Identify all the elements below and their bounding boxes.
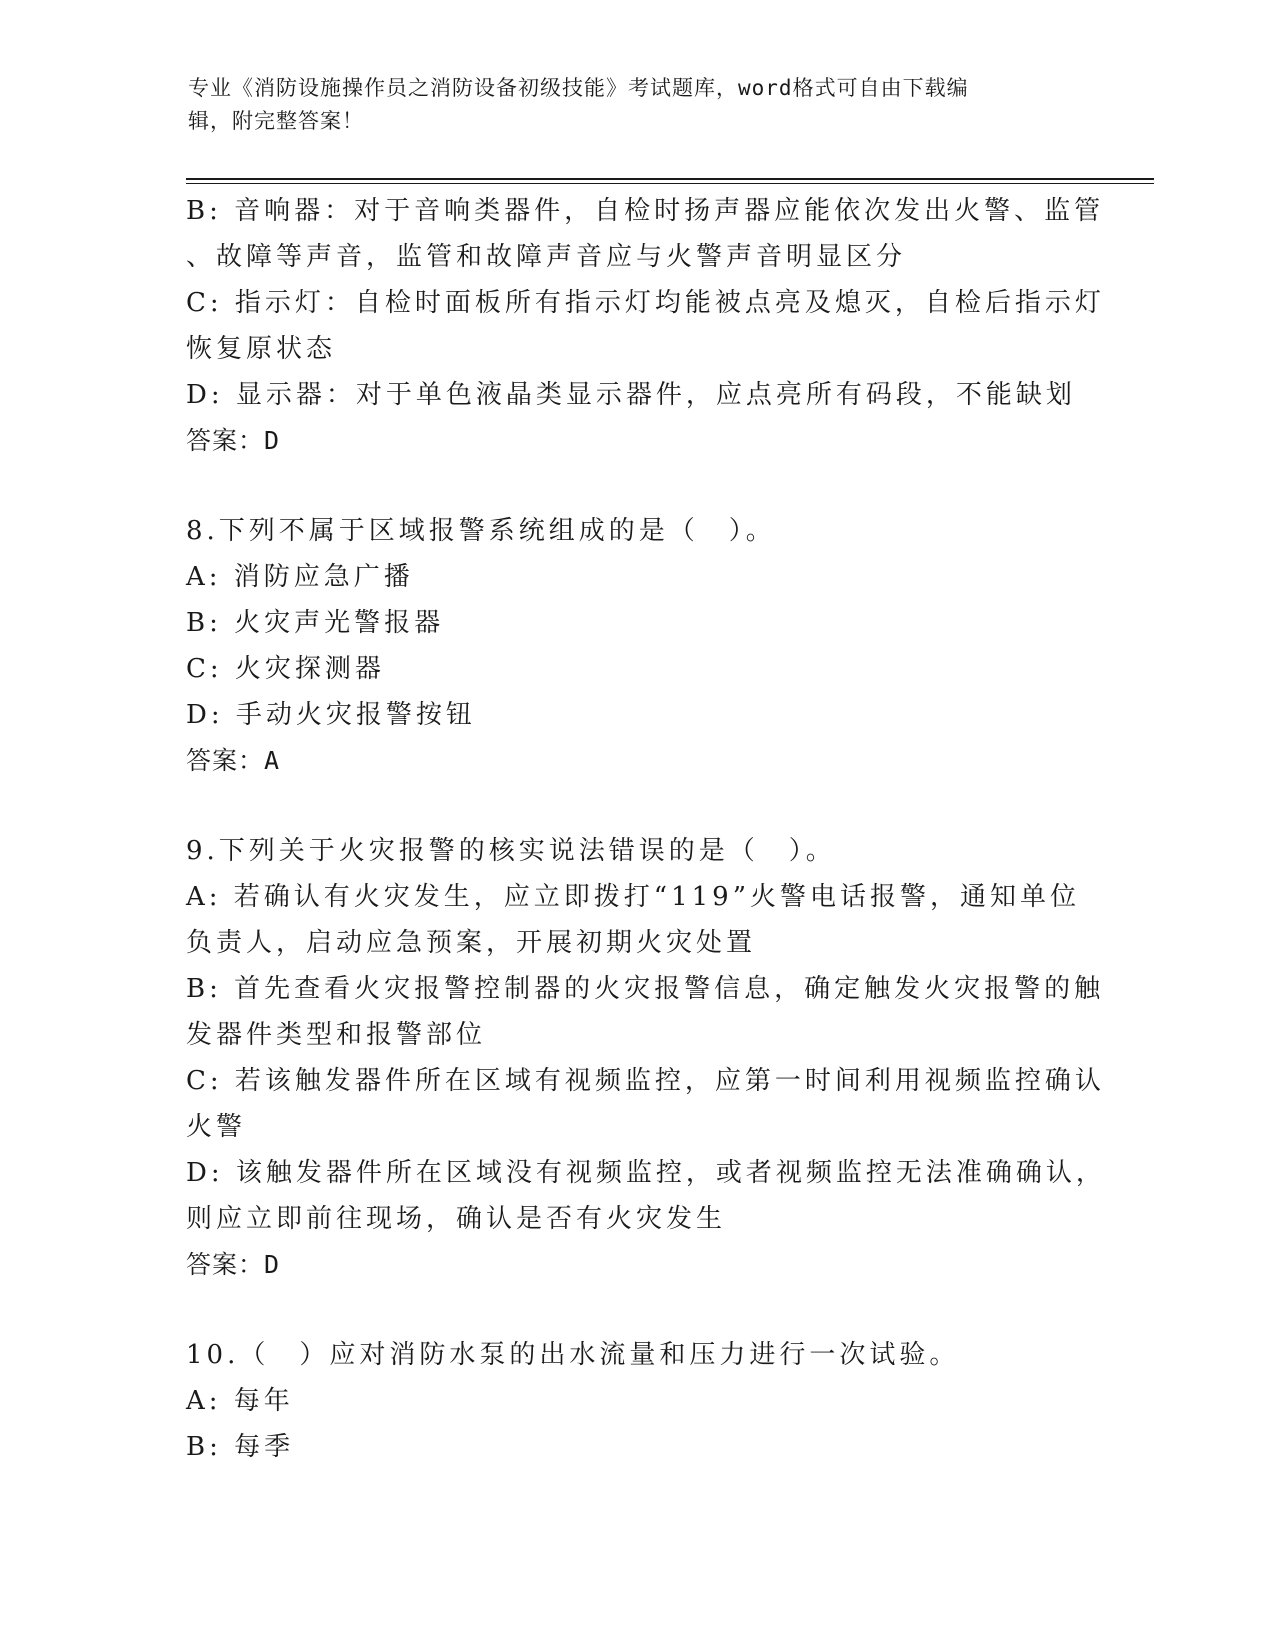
header-line-2: 辑，附完整答案！: [188, 109, 364, 133]
option-c: [186, 1058, 1105, 1150]
header-divider-thick: [186, 178, 1154, 180]
option-line: B: 首先查看火灾报警控制器的火灾报警信息，确定触发火灾报警的触: [186, 974, 1105, 1004]
page-header: [188, 72, 1068, 138]
option-line: D: 显示器：对于单色液晶类显示器件，应点亮所有码段，不能缺划: [186, 380, 1076, 410]
header-divider-thin: [186, 183, 1154, 184]
option-line: 、故障等声音，监管和故障声音应与火警声音明显区分: [186, 242, 907, 272]
option-d: [186, 372, 1081, 418]
option-line: 发器件类型和报警部位: [186, 1020, 487, 1050]
answer: 答案：A: [186, 746, 281, 775]
option-c: C: 火灾探测器: [186, 654, 385, 684]
answer: 答案：D: [186, 426, 281, 455]
option-line: 火警: [186, 1112, 247, 1142]
question-stem: 9.下列关于火灾报警的核实说法错误的是（ ）。: [186, 836, 836, 866]
option-c: [186, 280, 1105, 372]
option-line: C: 若该触发器件所在区域有视频监控，应第一时间利用视频监控确认: [186, 1066, 1105, 1096]
header-line-1: 专业《消防设施操作员之消防设备初级技能》考试题库，word格式可自由下载编: [188, 76, 969, 100]
option-b: B: 火灾声光警报器: [186, 608, 445, 638]
option-line: D: 该触发器件所在区域没有视频监控，或者视频监控无法准确确认，: [186, 1158, 1106, 1188]
question-10: [186, 1332, 1081, 1470]
option-b: [186, 188, 1105, 280]
answer: 答案：D: [186, 1250, 281, 1279]
option-line: 恢复原状态: [186, 334, 337, 364]
option-line: C: 指示灯：自检时面板所有指示灯均能被点亮及熄灭，自检后指示灯: [186, 288, 1105, 318]
document-body: [186, 188, 1106, 1470]
question-stem: 10.（ ）应对消防水泵的出水流量和压力进行一次试验。: [186, 1340, 960, 1370]
option-b: B: 每季: [186, 1432, 295, 1462]
option-a: [186, 874, 1081, 966]
question-9: [186, 828, 1106, 1288]
option-b: [186, 966, 1105, 1058]
option-line: B: 音响器：对于音响类器件，自检时扬声器应能依次发出火警、监管: [186, 196, 1105, 226]
question-8: [186, 508, 1081, 784]
option-line: A: 若确认有火灾发生，应立即拨打“119”火警电话报警，通知单位: [186, 882, 1081, 912]
option-line: 则应立即前往现场，确认是否有火灾发生: [186, 1204, 727, 1234]
option-a: A: 每年: [186, 1386, 294, 1416]
option-d: [186, 1150, 1106, 1242]
option-line: 负责人，启动应急预案，开展初期火灾处置: [186, 928, 757, 958]
question-7-continued: [186, 188, 1105, 464]
question-stem: 8.下列不属于区域报警系统组成的是（ ）。: [186, 516, 776, 546]
option-a: A: 消防应急广播: [186, 562, 414, 592]
option-d: D: 手动火灾报警按钮: [186, 700, 476, 730]
